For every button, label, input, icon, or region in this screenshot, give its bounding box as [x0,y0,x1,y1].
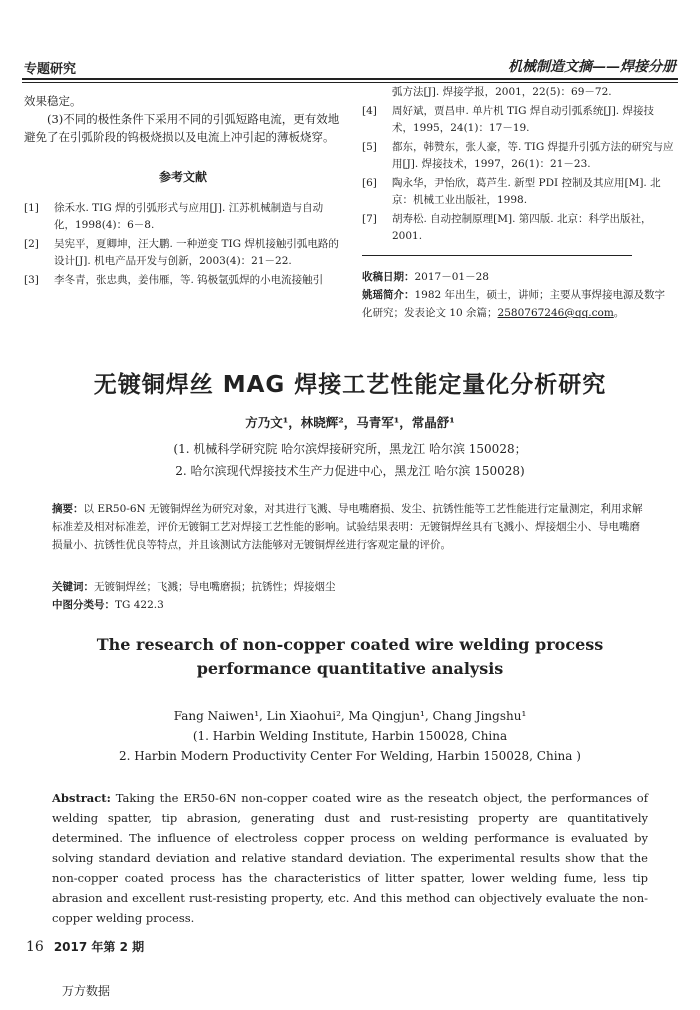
reference-item: [2] 吴宪平，夏卿坤，汪大鹏. 一种逆变 TIG 焊机接触引弧电路的设计[J]. 机电产品开发与创新，2003(4)：21－22. [24,238,339,267]
header-rule-thin [22,82,678,83]
reference-item: 弧方法[J]. 焊接学报，2001，22(5)：69－72. [392,86,612,98]
reference-item: [1] 徐禾水. TIG 焊的引弧形式与应用[J]. 江苏机械制造与自动化，1998(4)：6－8. [24,202,324,231]
continuation-text: 效果稳定。 [24,94,82,108]
reference-item: [5] 都东，韩赞东，张人豪，等. TIG 焊提升引弧方法的研究与应用[J]. 焊接技术，1997，26(1)：21－23. [362,141,674,170]
affiliation-en-1: (1. Harbin Welding Institute, Harbin 150028, China [192,729,508,743]
author-bio: 姚瑶简介：1982 年出生，硕士，讲师；主要从事焊接电源及数字化研究；发表论文 10 余篇；2580767246@qq.com。 [362,289,666,319]
affiliation-en-2: 2. Harbin Modern Productivity Center For Welding, Harbin 150028, China ) [119,749,581,763]
abstract-cn: 摘要：以 ER50-6N 无镀铜焊丝为研究对象，对其进行飞溅、导电嘴磨损、发尘、抗锈性能等工艺性能进行定量测定，利用求解标准差及相对标准差，评价无镀铜工艺对焊接工艺性能的影响。试验结果表明：无镀铜焊丝具有飞溅小、焊接烟尘小、导电嘴磨损量小、抗锈性优良等特点，并且该测试方法能够对无镀铜焊丝进行客观定量的评价。 [52,503,643,551]
clc-number: 中图分类号：TG 422.3 [52,599,164,611]
watermark: 万方数据 [62,984,111,998]
paragraph-3: (3)不同的极性条件下采用不同的引弧短路电流，更有效地避免了在引弧阶段的钨极烧损以及电流上冲引起的薄板烧穿。 [24,112,340,144]
authors-cn: 方乃文¹，林晓辉²，马青军¹，常晶舒¹ [245,415,455,430]
right-column [362,84,674,322]
left-column [24,92,342,291]
received-date: 收稿日期：2017－01－28 [362,271,489,283]
article-title-cn: 无镀铜焊丝 MAG 焊接工艺性能定量化分析研究 [93,372,607,398]
authors-en: Fang Naiwen¹, Lin Xiaohui², Ma Qingjun¹, Chang Jingshu¹ [173,709,527,723]
header-rule [22,78,678,80]
section-label: 专题研究 [24,62,77,77]
references-title: 参考文献 [158,170,207,184]
affiliation-cn-1: (1. 机械科学研究院 哈尔滨焊接研究所，黑龙江 哈尔滨 150028； [173,442,527,456]
reference-item: [4] 周好斌，贾昌申. 单片机 TIG 焊自动引弧系统[J]. 焊接技术，1995，24(1)：17－19. [362,105,654,134]
page-footer [26,938,144,955]
journal-title: 机械制造文摘——焊接分册 [508,59,676,75]
keywords-cn: 关键词：无镀铜焊丝；飞溅；导电嘴磨损；抗锈性；焊接烟尘 [52,581,336,593]
email-link[interactable]: 2580767246@qq.com [497,307,614,319]
reference-item: [6] 陶永华，尹怡欣，葛芦生. 新型 PDI 控制及其应用[M]. 北京：机械工业出版社，1998. [362,177,661,206]
page-number: 16 [26,939,44,955]
issue-label: 2017 年第 2 期 [53,940,145,954]
article-title-en: The research of non-copper coated wire welding process performance quantitative analysis [96,635,604,678]
reference-item: [7] 胡寿松. 自动控制原理[M]. 第四版. 北京：科学出版社，2001. [362,213,652,242]
abstract-en: Abstract: Taking the ER50-6N non-copper coated wire as the reseatch object, the performances of welding spatter, tip abrasion, generating dust and rust-resisting property are quantitatively determined. The influence of electroless copper process on welding performance is evaluated by solving standard deviation and relative standard deviation. The experimental results show that the non-copper coated process has the characteristics of litter spatter, lower welding fume, less tip abrasion and excellent rust-resisting property, etc. And this method can objectively evaluate the non-copper welding process. [52,791,648,925]
reference-item: [3] 李冬青，张忠典，姜伟雁，等. 钨极氩弧焊的小电流接触引 [24,274,324,286]
footnote-separator [362,255,632,256]
affiliation-cn-2: 2. 哈尔滨现代焊接技术生产力促进中心，黑龙江 哈尔滨 150028) [175,464,525,478]
